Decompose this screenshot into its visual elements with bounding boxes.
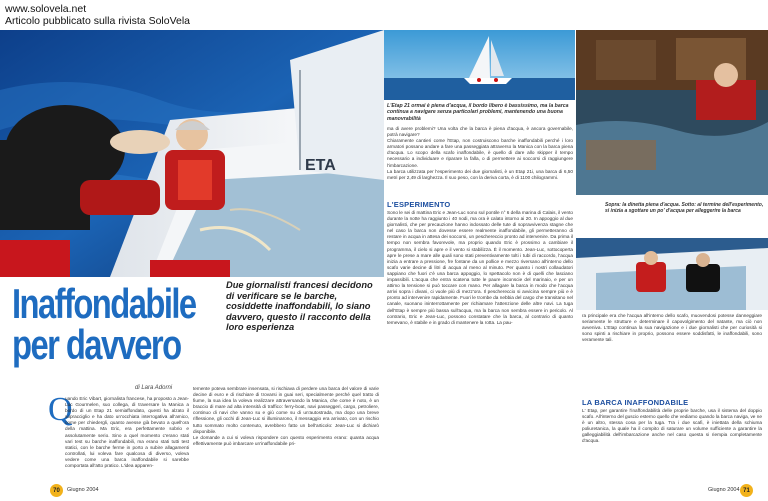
photo-caption-top: L'Etap 21 ormai è piena d'acqua, il bordo libero è bassissimo, ma la barca continua a navigare senza particolari problemi, mantenendo una buona manovrabilità <box>387 103 569 122</box>
photo-sailboat-sea <box>384 30 575 100</box>
footer-date-left: Giugno 2004 <box>67 487 99 493</box>
site-subtitle: Articolo pubblicato sulla rivista SoloVela <box>5 15 191 27</box>
photo-caption-right: Sopra: la dinetta piena d'acqua. Sotto: al termine dell'esperimento, si inizia a sgottare un po' d'acqua per alleggerire la barca <box>605 202 764 215</box>
article-author: di Lara Adorni <box>135 385 173 391</box>
article-column-4-bottom: L' Etap, per garantire l'inaffondabilità delle proprie barche, usa il sistema del doppio scafo. All'interno del guscio esterno quello che vediamo quando la barca naviga, ve ne è un altro, stessa cosa per la tuga. Tra i due scafi, è iniettata della schiuma poliuretanica, la quale ha il compito di saturare un volume sufficiente a garantire la galleggiabilità dell'imbarcazione anche nel caso questa si riempia completamente d'acqua. <box>582 408 762 444</box>
photo-flooded-boat-crew <box>0 30 384 277</box>
photo-bailing-water <box>576 238 768 310</box>
section-heading-experiment: L'ESPERIMENTO <box>387 200 451 209</box>
page-number-left: 70 <box>50 484 63 497</box>
article-lead: Due giornalisti francesi decidono di verificare se le barche, cosiddette inaffondabili, lo siano davvero, questo il racconto della loro esperienza <box>226 280 373 332</box>
article-column-4-top: ra principale era che l'acqua all'interno dello scafo, muovendosi potesse danneggiare seriamente le strutture e determinare il capovolgimento del natante, ma ciò non avveniva. L'Etap continua la sua navigazione e i due giornalisti che per curiosità si sono spinti a rischiare in proprio, possono essere soddisfatti, le inaffondabili, sono veramente tali. <box>582 313 762 343</box>
svg-text:ETA: ETA <box>305 157 336 174</box>
article-column-3-bottom: Sono le sei di mattina Eric e Jean-Luc sono sul pontile n° 6 della marina di Calais, il vento durante la notte ha raggiunto i 40 nodi, ma ora è calato intorno ai 20. In appoggio al due giornalisti, che per precauzione hanno indossato delle tute di sopravvivenza stagne che nel caso la barca non dovesse essere realmente inaffondabile, gli permetteranno di restare in acqua in attesa dei soccorsi, un peschereccio pronto ad intervenire. Da prima il tempo non sembra favorevole, ma proprio quando Eric è prossimo a cambiare il programma, il cielo si apre e il vento si stabilizza. È il momento. Jean-Luc, sottocoperta apre le prese a mare alle quali sono stati preventivamente tolti i tubi di raccordo, l'acqua inizia a entrare a pressione, fre fontane da un pollice e mezzo riversano all'interno dello scafo varie decine di litri di acqua al meno al minuto. Per quanto i nostri collaudatori sappiano che fuori c'è una barca appoggio, lo spettacolo non è di quelli che lasciano impassibili. L'acqua che entra scatena tutte le paure inconscie del marinaio, e per un attimo la tensione si può toccare con mano. Per allagare la barca in modo che l'acqua arrivi sopra i divani, ci vuole più di mezz'ora. Il peschereccio si avvicina sempre più e è pronto ad intervenire rapidamente. Fuori le trombe da nebbia del cargo che transitano nel canale, suonano ininterrottamente per richiamare l'attenzione delle altre navi. La tuga dell'Etap è sempre più bassa sull'acqua, ma la barca non sembra essere in pericolo. Al contrario, Eric e Jean-Luc, possono constatare che la barca, al contrario di quanto temevano, è stabile e in grado di mantenere la rotta. La pau- <box>387 210 573 325</box>
drop-cap: Q <box>48 391 73 428</box>
section-heading-unsinkable-boat: LA BARCA INAFFONDABILE <box>582 398 689 407</box>
photo-flooded-cabin <box>576 30 768 195</box>
page-number-right: 71 <box>740 484 753 497</box>
article-column-3-top: ma di avere problemi? Una volta che la barca è piena d'acqua, è ancora governabile, potrà navigare? Chiaramente cantieri come l'Etap, non costruiscono barche inaffondabili perché i loro armatori possano andare a fare una passeggiata attraverso la Manica con la barca piena d'acqua. Lo scopo della scafo inaffondabile, è quello di dare allo skipper il tempo necessario a individuare e riparare la falla, o di permettere ai soccorsi di raggiungere l'imbarcazione. La barca utilizzata per l'esperimento dei due giornalisti, è un Etap 21i, una barca di 6,50 metri per 2,49 di larghezza. Il suo peso, con la deriva corta, è di 1100 chilogrammi. <box>387 126 573 180</box>
article-column-1: uando Eric Vibart, giornalista francese, ha proposto a Jean-Luc Gourmelen, suo collega, di traversare la Manica a bordo di un Etap 21 semiaffondato, questi ha alzato il sopracciglio e ha dato un'occhiata interrogativa all'amico, come per chiedergli, quanto avesse già bevuto a quell'ora della mattina. Ma Eric, era perfettamente sobrio e assolutamente serio. Sino a quel momento c'erano stati vari test su barche inaffondabili, ma erano stati tutti test statici, con le barche ferme in porto a subire allagamenti controllati, lui voleva fare qualcosa di diverso, voleva vedere come una barca inaffondabile si sarebbe comportata all'atto pratico. L'idea apparen- <box>65 396 189 469</box>
article-title-line-1: Inaffondabile <box>12 280 196 327</box>
article-column-2: temente poteva sembrare insensata, si rischiava di perdere una barca del valore di varie decine di euro e di rischiare di trovarsi in guai seri, specialmente perché quel tratto di fiume, la sua idea la voleva realizzare attraversando la Manica, che come è noto, è un braccio di mare ad alta intensità di traffico: ferry-boat, navi passeggeri, cargo, petroliere, continuo di navi che vanno su e giù come su di un'autostrada, ma dopo una breve riflessione, gli occhi di Jean-Luc si illuminarono, il messaggio era arrivato, con un rischio tutto sommato molto contenuto, avrebbero fatto un bell'articolo: Jean-Luc si dichiarò disponibile. Le domande a cui si voleva rispondere con questo esperimento erano: quanta acqua effettivamente può imbarcare un'inaffondabile pri- <box>193 386 379 446</box>
article-title-line-2: per davvero <box>12 321 181 368</box>
footer-date-right: Giugno 2004 <box>708 487 740 493</box>
site-url: www.solovela.net <box>5 3 87 15</box>
